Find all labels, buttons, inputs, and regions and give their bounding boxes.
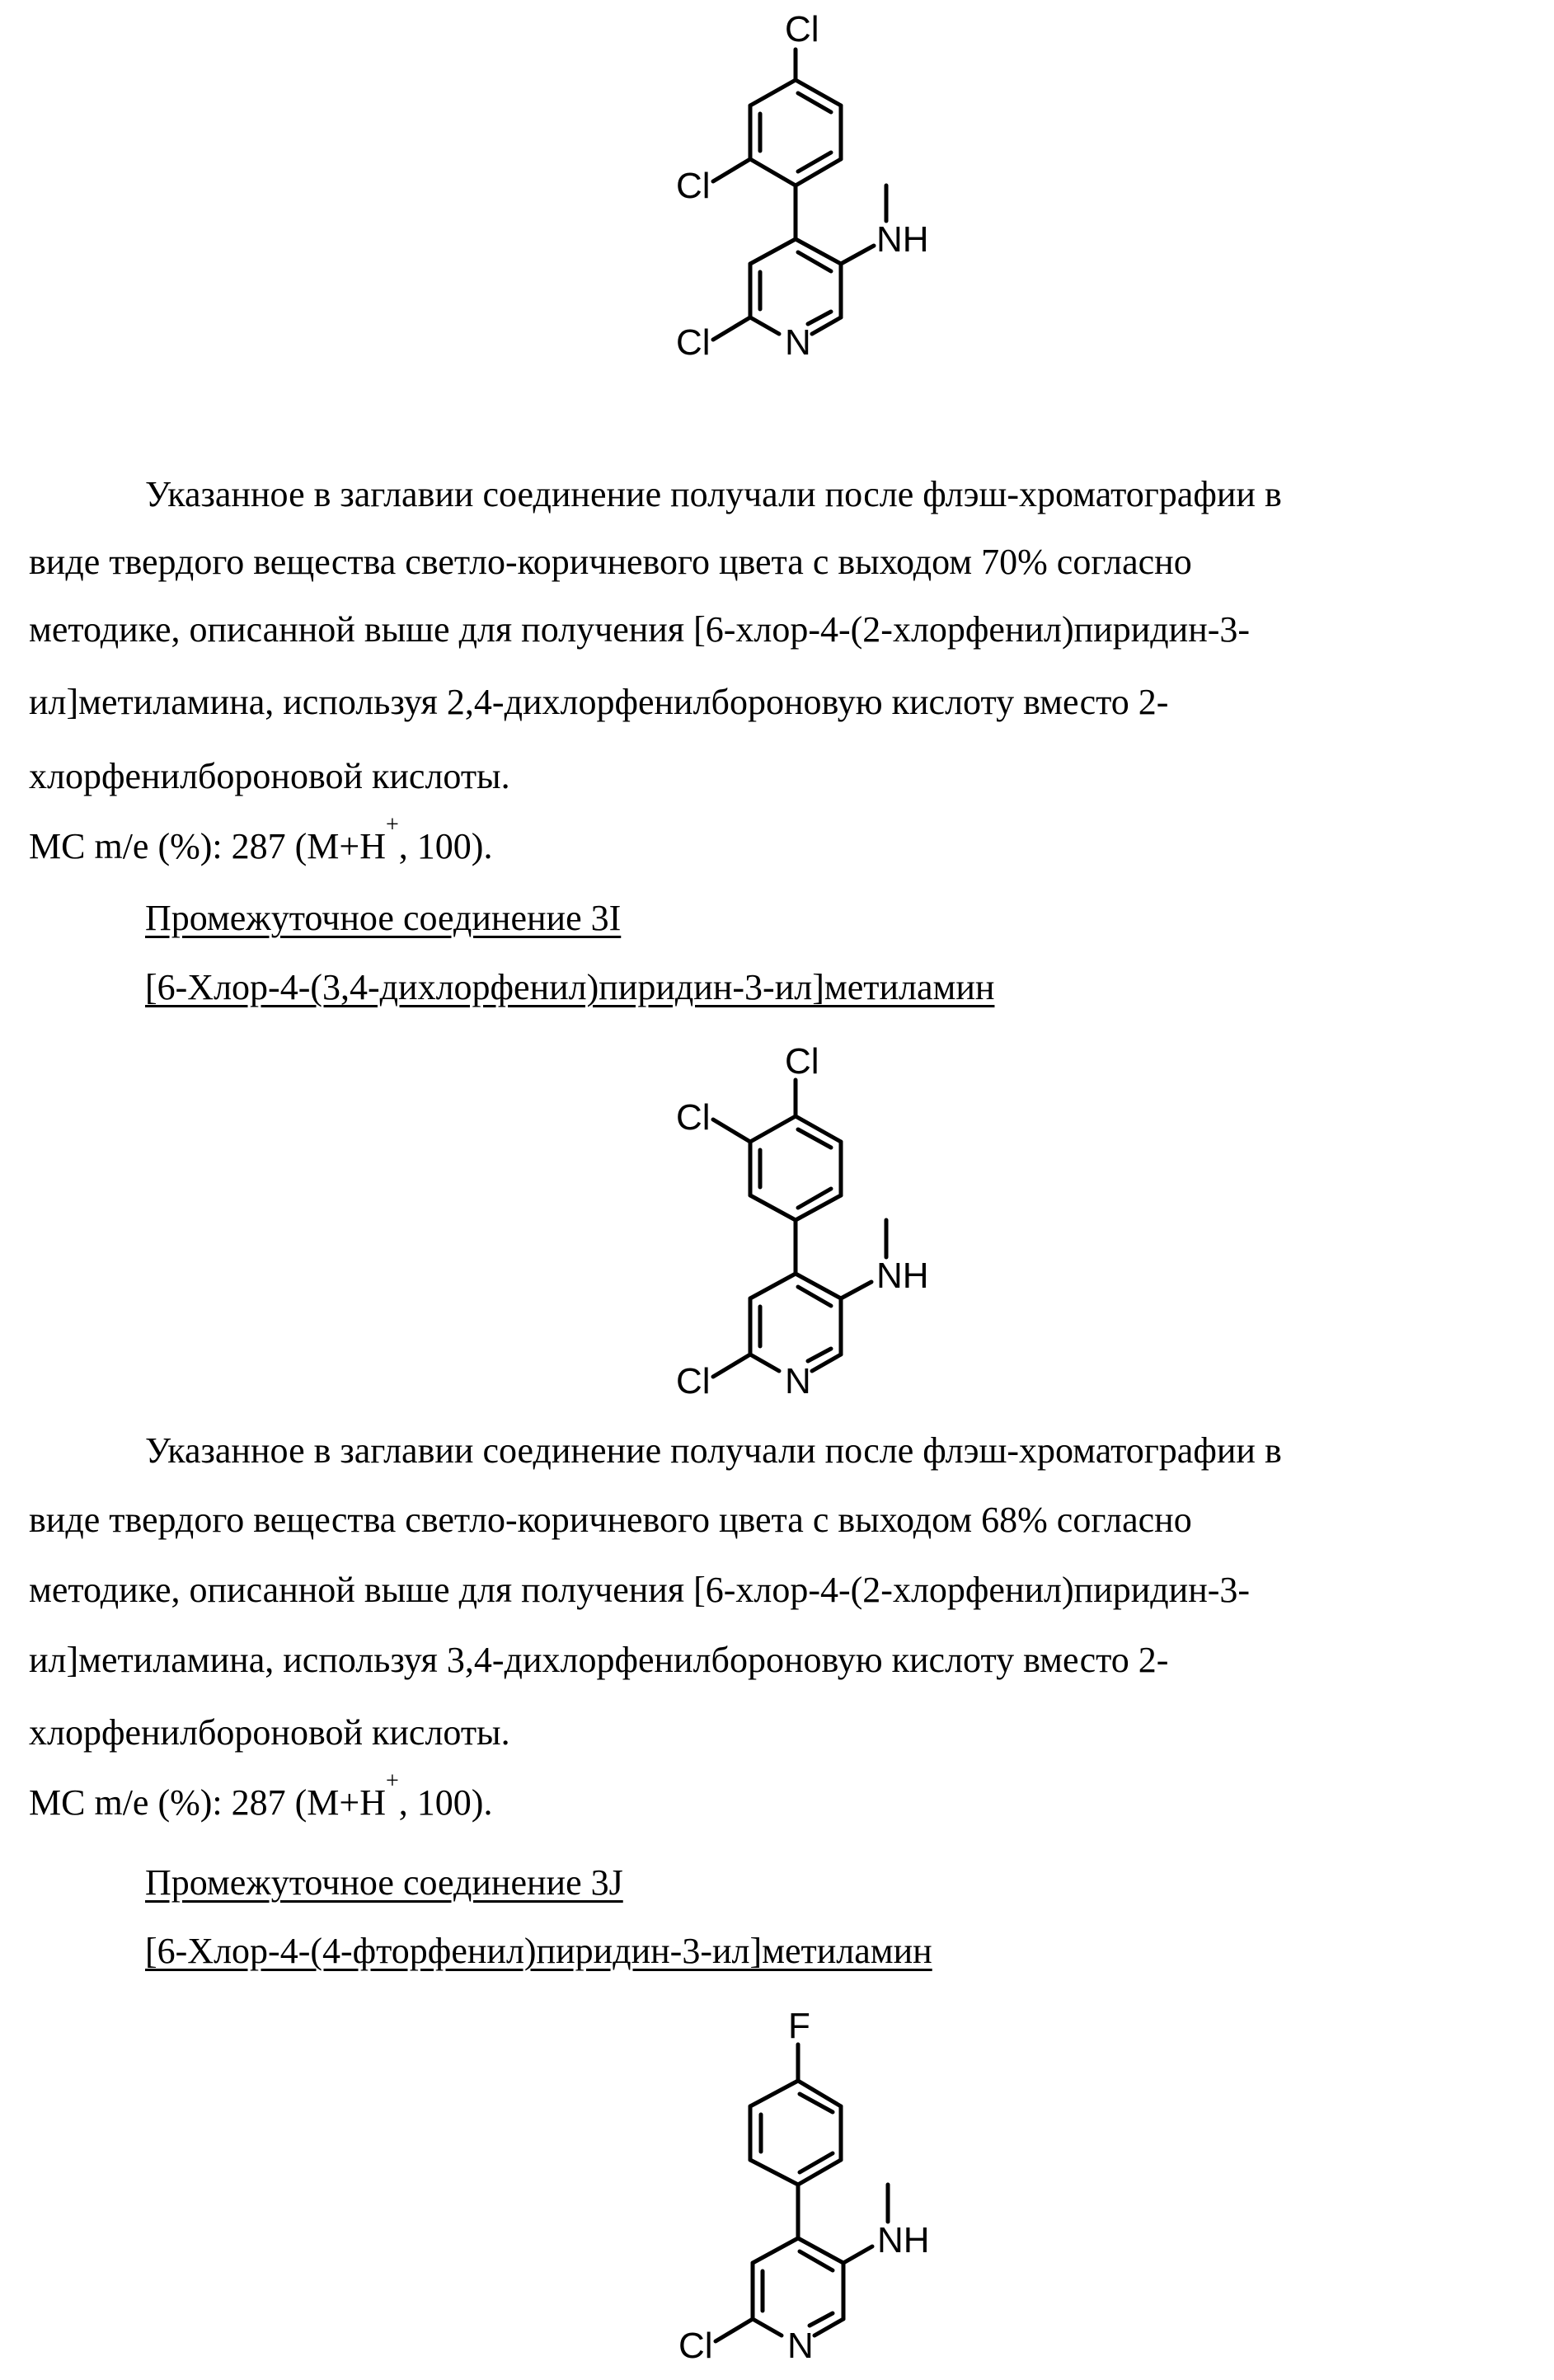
atom-label-n: N (785, 1361, 811, 1401)
structure-drawing (643, 2003, 973, 2376)
paragraph-2-line-3: методике, описанной выше для получения [6-хлор-4-(2-хлорфенил)пиридин-3- (29, 1570, 1251, 1610)
ms-suffix: , 100). (398, 1782, 493, 1823)
atom-label-nh: NH (877, 2220, 930, 2260)
chemical-structure-3 (643, 2003, 973, 2376)
atom-label-nh: NH (876, 1256, 929, 1296)
chemical-structure-2 (643, 1039, 973, 1410)
ms-prefix: МС m/e (%): 287 (M+H (29, 1782, 386, 1823)
paragraph-2-line-5: хлорфенилбороновой кислоты. (29, 1712, 510, 1753)
paragraph-1-line-5: хлорфенилбороновой кислоты. (29, 756, 510, 796)
paragraph-1-line-1: Указанное в заглавии соединение получали после флэш-хроматографии в (145, 474, 1282, 514)
atom-label-cl-meta: Cl (676, 1097, 711, 1138)
compound-heading-3I: Промежуточное соединение 3I (145, 898, 622, 938)
ms-data-1 (29, 812, 493, 866)
atom-label-cl-para: Cl (785, 1041, 819, 1082)
atom-label-n: N (785, 322, 811, 363)
ms-prefix: МС m/e (%): 287 (M+H (29, 826, 386, 866)
paragraph-1-line-2: виде твердого вещества светло-коричневого цвета с выходом 70% согласно (29, 542, 1192, 582)
atom-label-cl-ortho: Cl (676, 166, 711, 206)
paragraph-1-line-4: ил]метиламина, используя 2,4-дихлорфенилбороновую кислоту вместо 2- (29, 682, 1169, 722)
compound-heading-3J: Промежуточное соединение 3J (145, 1862, 623, 1903)
ms-charge: + (386, 812, 399, 838)
atom-label-cl-pyridine: Cl (676, 1361, 711, 1401)
atom-label-f: F (788, 2006, 810, 2046)
atom-label-cl-pyridine: Cl (678, 2326, 713, 2366)
compound-name-3I: [6-Хлор-4-(3,4-дихлорфенил)пиридин-3-ил]метиламин (145, 967, 995, 1007)
paragraph-2-line-2: виде твердого вещества светло-коричневого цвета с выходом 68% согласно (29, 1500, 1192, 1540)
atom-label-cl-para: Cl (785, 9, 819, 49)
paragraph-2-line-1: Указанное в заглавии соединение получали после флэш-хроматографии в (145, 1430, 1282, 1471)
ms-suffix: , 100). (398, 826, 493, 866)
ms-data-2 (29, 1768, 493, 1823)
chemical-structure-1 (643, 0, 973, 371)
structure-drawing (643, 1039, 973, 1410)
paragraph-2-line-4: ил]метиламина, используя 3,4-дихлорфенилбороновую кислоту вместо 2- (29, 1640, 1169, 1680)
compound-name-3J: [6-Хлор-4-(4-фторфенил)пиридин-3-ил]метиламин (145, 1931, 932, 1971)
atom-label-cl-pyridine: Cl (676, 322, 711, 363)
atom-label-nh: NH (876, 219, 929, 260)
atom-label-n: N (787, 2326, 814, 2366)
ms-charge: + (386, 1768, 399, 1794)
structure-drawing (643, 0, 973, 371)
paragraph-1-line-3: методике, описанной выше для получения [6-хлор-4-(2-хлорфенил)пиридин-3- (29, 609, 1251, 650)
